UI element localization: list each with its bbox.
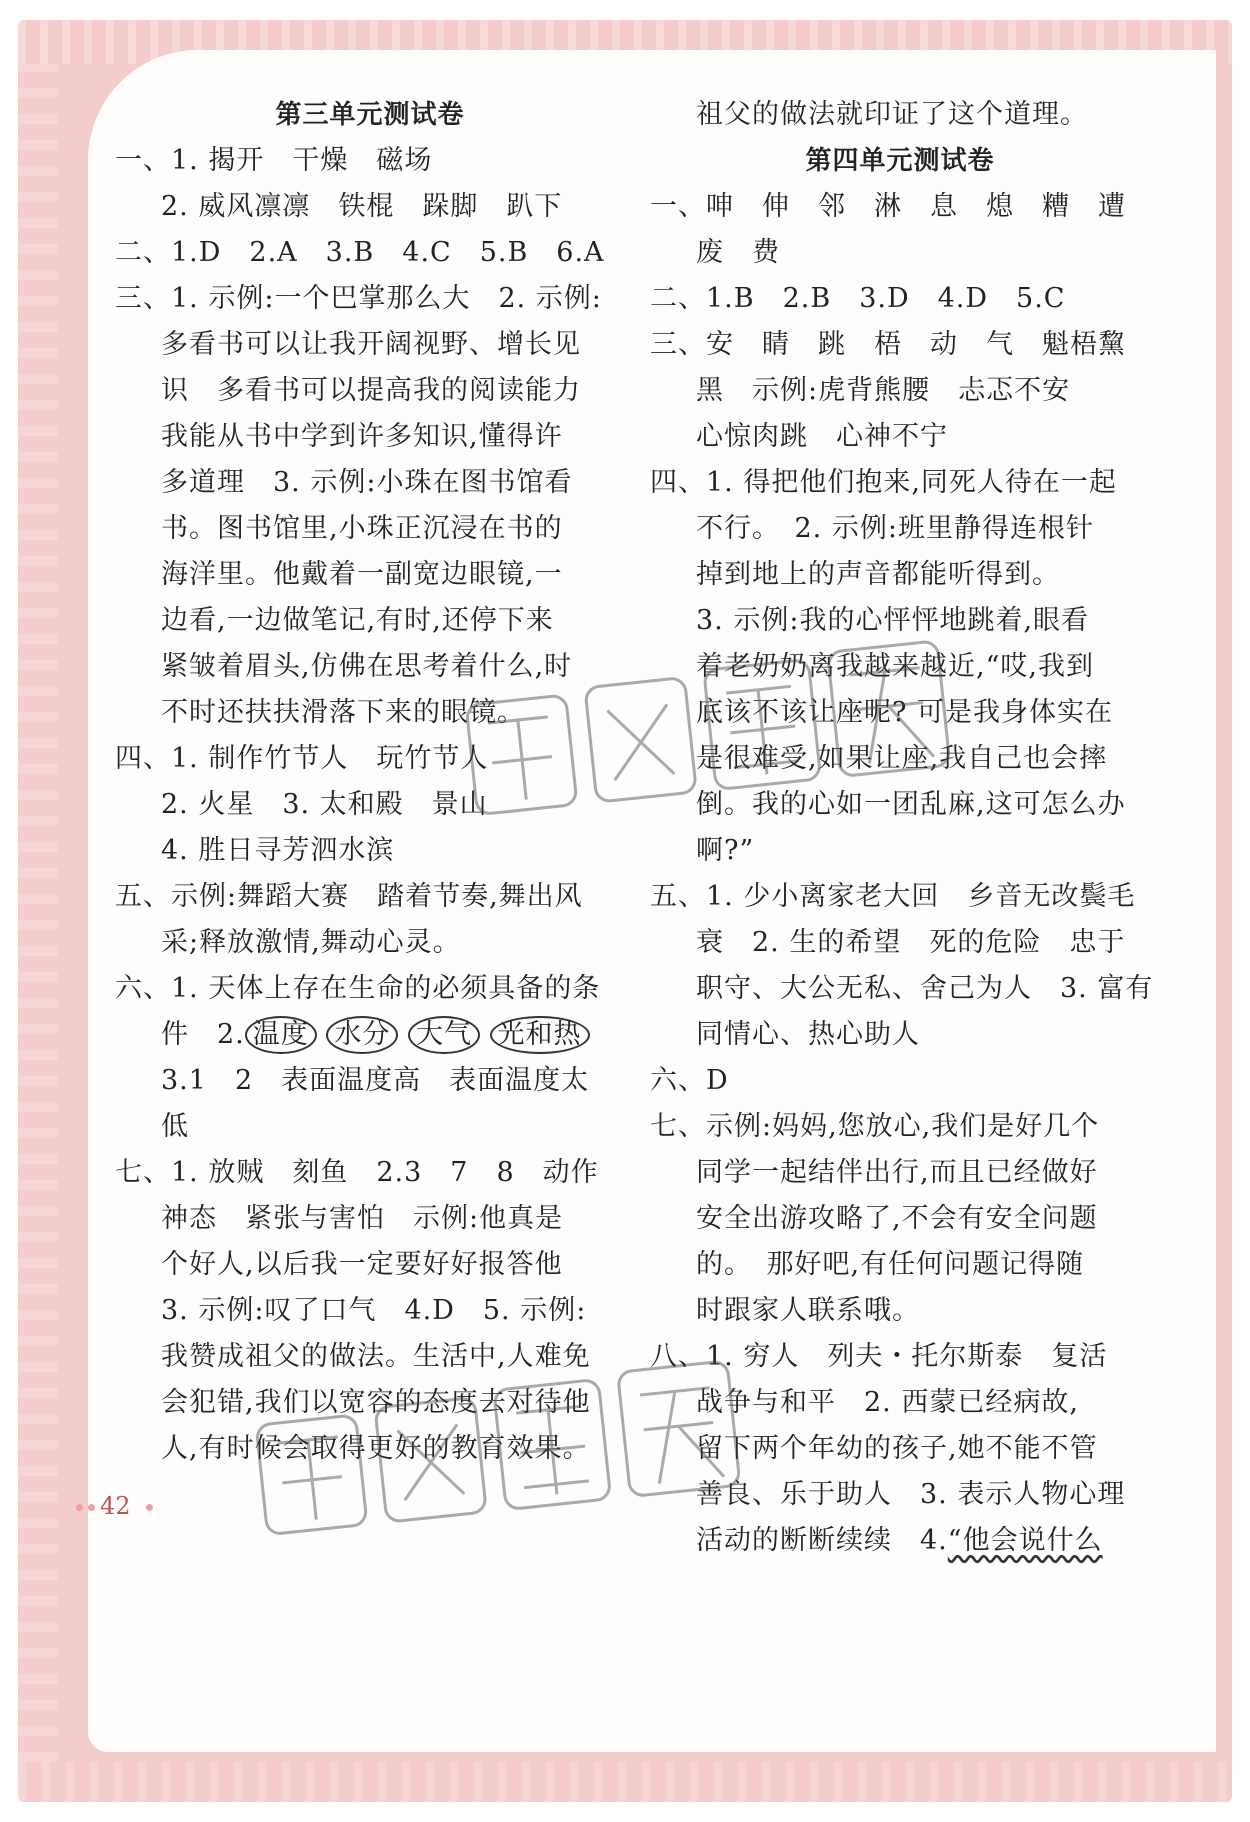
answer-line: 3. 示例:叹了口气 4.D 5. 示例:	[161, 1295, 587, 1326]
answer-line: 2. 火星 3. 太和殿 景山	[161, 789, 488, 820]
answer-line: 五、1. 少小离家老大回 乡音无改鬓毛	[650, 881, 1136, 912]
answer-line: 七、示例:妈妈,您放心,我们是好几个	[650, 1111, 1100, 1142]
answer-line: 衰 2. 生的希望 死的危险 忠于	[696, 927, 1126, 958]
circled-word: 温度	[245, 1016, 317, 1054]
answer-line: 一、呻 伸 邻 淋 息 熄 糟 遭	[650, 191, 1126, 222]
circled-word: 大气	[408, 1016, 480, 1054]
answer-line: 二、1.D 2.A 3.B 4.C 5.B 6.A	[115, 237, 605, 268]
answer-line: 多看书可以让我开阔视野、增长见	[161, 329, 581, 360]
answer-line: 底该不该让座呢? 可是我身体实在	[696, 697, 1114, 728]
answer-line: 边看,一边做笔记,有时,还停下来	[161, 605, 554, 636]
answer-line: 2. 威风凛凛 铁棍 跺脚 趴下	[161, 191, 563, 222]
unit3-heading: 第三单元测试卷	[275, 100, 465, 130]
page-dot	[76, 1504, 83, 1511]
answer-line: 我能从书中学到许多知识,懂得许	[161, 421, 563, 452]
answer-line: 人,有时候会取得更好的教育效果。	[161, 1433, 591, 1464]
answer-line: 二、1.B 2.B 3.D 4.D 5.C	[650, 283, 1066, 314]
answer-line-prefix: 件 2.	[161, 1019, 245, 1050]
answer-line: 职守、大公无私、舍己为人 3. 富有	[696, 973, 1154, 1004]
circled-word: 水分	[326, 1016, 398, 1054]
answer-line: 低	[161, 1111, 189, 1142]
answer-line-circled	[115, 1012, 625, 1058]
answer-line: 啊?”	[696, 835, 755, 866]
answer-line: 祖父的做法就印证了这个道理。	[696, 99, 1088, 130]
answer-line: 留下两个年幼的孩子,她不能不管	[696, 1433, 1098, 1464]
answer-line: 是很难受,如果让座,我自己也会摔	[696, 743, 1108, 774]
frame-pattern-bottom	[18, 1762, 1232, 1802]
answer-line: 一、1. 揭开 干燥 磁场	[115, 145, 433, 176]
answer-line: 采;释放激情,舞动心灵。	[161, 927, 461, 958]
answer-line: 的。 那好吧,有任何问题记得随	[696, 1249, 1085, 1280]
answer-line: 紧皱着眉头,仿佛在思考着什么,时	[161, 651, 573, 682]
answer-line: 八、1. 穷人 列夫・托尔斯泰 复活	[650, 1341, 1108, 1372]
answer-line: 七、1. 放贼 刻鱼 2.3 7 8 动作	[115, 1157, 599, 1188]
answer-line: 四、1. 制作竹节人 玩竹节人	[115, 743, 489, 774]
answer-line: 书。图书馆里,小珠正沉浸在书的	[161, 513, 563, 544]
answer-line: 心惊肉跳 心神不宁	[696, 421, 948, 452]
answer-line: 三、1. 示例:一个巴掌那么大 2. 示例:	[115, 283, 602, 314]
answer-line: 战争与和平 2. 西蒙已经病故,	[696, 1387, 1079, 1418]
answer-line: 六、1. 天体上存在生命的必须具备的条	[115, 973, 601, 1004]
answer-line: 4. 胜日寻芳泗水滨	[161, 835, 395, 866]
wavy-underlined-text: “他会说什么	[947, 1525, 1103, 1556]
unit4-heading: 第四单元测试卷	[805, 146, 995, 176]
answer-line-prefix: 活动的断断续续 4.	[696, 1525, 948, 1556]
page-dot	[88, 1504, 95, 1511]
answer-line: 废 费	[696, 237, 780, 268]
frame-pattern-left	[18, 64, 58, 1762]
answer-line: 多道理 3. 示例:小珠在图书馆看	[161, 467, 573, 498]
answer-line: 善良、乐于助人 3. 表示人物心理	[696, 1479, 1126, 1510]
page-dot	[146, 1504, 153, 1511]
answer-line: 五、示例:舞蹈大赛 踏着节奏,舞出风	[115, 881, 583, 912]
watermark-logo	[240, 1360, 760, 1540]
answer-line: 不时还扶扶滑落下来的眼镜。	[161, 697, 525, 728]
answer-line: 三、安 睛 跳 梧 动 气 魁梧黧	[650, 329, 1126, 360]
answer-line: 海洋里。他戴着一副宽边眼镜,一	[161, 559, 563, 590]
answer-line: 会犯错,我们以宽容的态度去对待他	[161, 1387, 591, 1418]
answer-line: 同学一起结伴出行,而且已经做好	[696, 1157, 1098, 1188]
answer-line: 不行。 2. 示例:班里静得连根针	[696, 513, 1094, 544]
answer-line: 时跟家人联系哦。	[696, 1295, 920, 1326]
answer-line: 黑 示例:虎背熊腰 忐忑不安	[696, 375, 1071, 406]
answer-line: 个好人,以后我一定要好好报答他	[161, 1249, 563, 1280]
answer-line: 掉到地上的声音都能听得到。	[696, 559, 1060, 590]
watermark-logo	[450, 640, 970, 820]
right-column	[650, 92, 1154, 1564]
answer-line: 3. 示例:我的心怦怦地跳着,眼看	[696, 605, 1090, 636]
answer-line: 四、1. 得把他们抱来,同死人待在一起	[650, 467, 1117, 498]
circled-word: 光和热	[490, 1016, 590, 1054]
answer-line: 同情心、热心助人	[696, 1019, 920, 1050]
page-number: 42	[100, 1492, 131, 1520]
answer-line: 安全出游攻略了,不会有安全问题	[696, 1203, 1098, 1234]
answer-line: 倒。我的心如一团乱麻,这可怎么办	[696, 789, 1126, 820]
answer-line: 六、D	[650, 1065, 729, 1096]
answer-line: 识 多看书可以提高我的阅读能力	[161, 375, 581, 406]
answer-line: 神态 紧张与害怕 示例:他真是	[161, 1203, 564, 1234]
answer-line: 着老奶奶离我越来越近,“哎,我到	[696, 651, 1094, 682]
answer-line: 3.1 2 表面温度高 表面温度太	[161, 1065, 590, 1096]
answer-line: 我赞成祖父的做法。生活中,人难免	[161, 1341, 591, 1372]
